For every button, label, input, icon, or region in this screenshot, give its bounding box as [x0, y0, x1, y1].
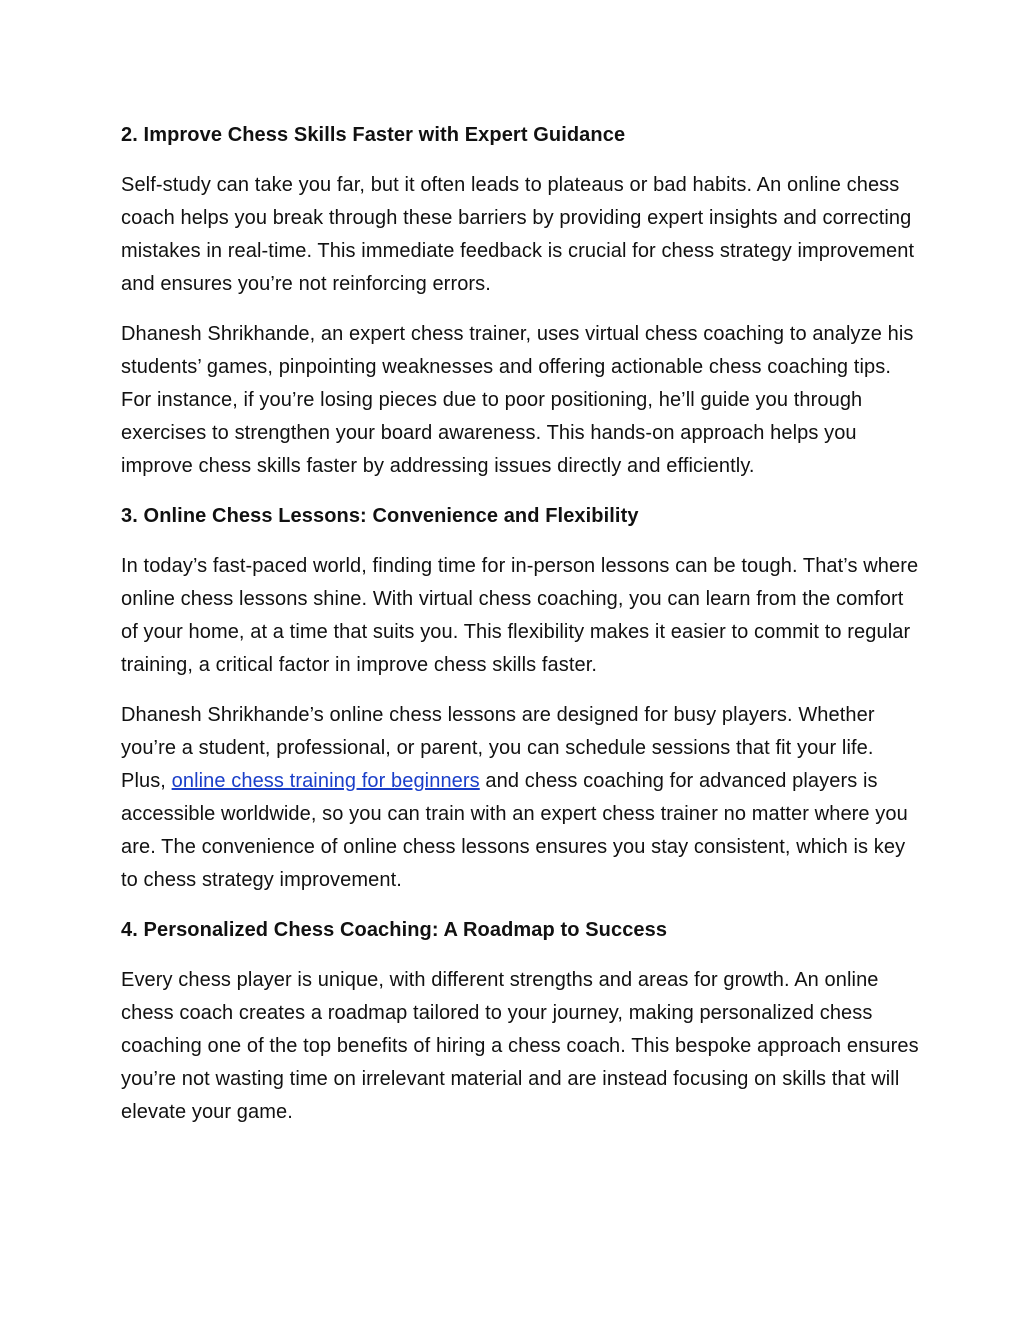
- paragraph: Every chess player is unique, with different strengths and areas for growth. An online chess coach creates a roadmap tailored to your journey, making personalized chess coaching one of the top benefits of hiring a chess coach. This bespoke approach ensures you’re not wasting time on irrelevant material and are instead focusing on skills that will elevate your game.: [121, 969, 919, 1123]
- paragraph: Dhanesh Shrikhande, an expert chess trainer, uses virtual chess coaching to analyze his students’ games, pinpointing weaknesses and offering actionable chess coaching tips. For instance, if you’re losing pieces due to poor positioning, he’ll guide you through exercises to strengthen your board awareness. This hands-on approach helps you improve chess skills faster by addressing issues directly and efficiently.: [121, 323, 914, 477]
- paragraph: In today’s fast-paced world, finding time for in-person lessons can be tough. That’s where online chess lessons shine. With virtual chess coaching, you can learn from the comfort of your home, at a time that suits you. This flexibility makes it easier to commit to regular training, a critical factor in improve chess skills faster.: [121, 555, 919, 676]
- paragraph-with-link: [121, 699, 921, 897]
- paragraph: Self-study can take you far, but it often leads to plateaus or bad habits. An online chess coach helps you break through these barriers by providing expert insights and correcting mistakes in real-time. This immediate feedback is crucial for chess strategy improvement and ensures you’re not reinforcing errors.: [121, 174, 915, 295]
- paragraph-text: and chess coaching for advanced players is accessible worldwide, so you can train with an expert chess trainer no matter where you are. The convenience of online chess lessons ensures you stay consistent, which is key to chess strategy improvement.: [121, 770, 908, 891]
- paragraph-text: Dhanesh Shrikhande’s online chess lessons are designed for busy players. Whether you’re a student, professional, or parent, you can schedule sessions that fit your life. Plus,: [121, 704, 875, 792]
- section-heading: 2. Improve Chess Skills Faster with Expert Guidance: [121, 124, 626, 146]
- section-heading: 3. Online Chess Lessons: Convenience and Flexibility: [121, 505, 639, 527]
- section-heading: 4. Personalized Chess Coaching: A Roadmap to Success: [121, 919, 668, 941]
- online-chess-training-link[interactable]: online chess training for beginners: [171, 770, 480, 792]
- document-body: [121, 119, 921, 1146]
